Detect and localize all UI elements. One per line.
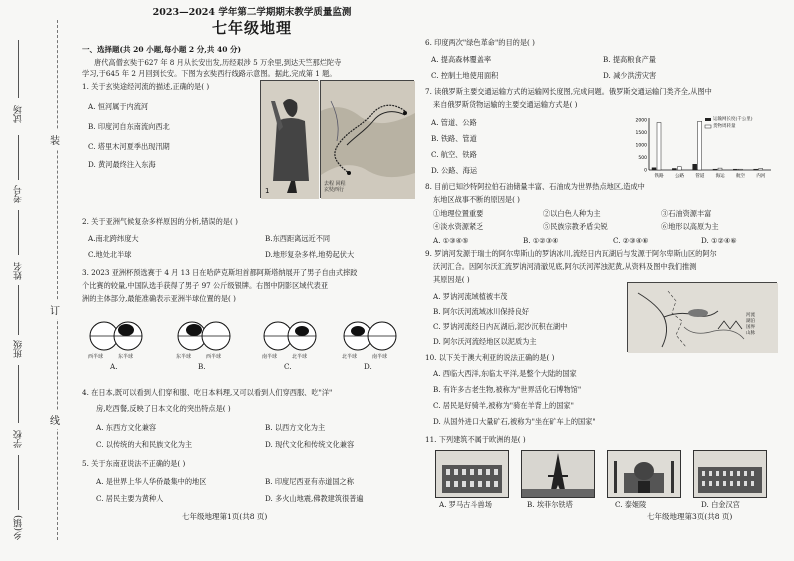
q1-option-d[interactable]: D. 黄河最终注入东海 [88,160,156,169]
chart-x-label: 管道 [695,174,705,179]
hemisphere-option-c[interactable] [264,322,316,350]
q3-stem-1: 3. 2023 亚洲杯预选赛于 4 月 13 日在哈萨克斯坦首都阿斯塔纳展开了男子自由式摔跤 [82,268,358,277]
subject-title: 七年级地理 [211,19,292,37]
section-heading: 一、选择题(共 20 小题,每小题 2 分,共 40 分) [82,45,242,54]
chart-bar-铁路-0 [652,168,656,170]
chart-x-label: 公路 [675,174,684,179]
q6-option-a[interactable]: A. 提高森林覆盖率 [431,55,492,64]
q2-option-a[interactable]: A.南北跨纬度大 [88,234,139,243]
rhone-river-map [627,282,777,352]
route-legend [324,181,346,193]
q7-option-a[interactable]: A. 管道、公路 [431,118,477,127]
q6-stem: 6. 印度两次"绿色革命"的目的是( ) [425,38,535,47]
q1-option-a[interactable]: A. 恒河属于内流河 [88,102,149,111]
svg-text:1: 1 [265,187,270,195]
q9-option-c[interactable]: C. 罗讷河流经日内瓦湖后,泥沙沉积在湖中 [433,322,568,331]
school-blank [18,365,19,423]
q8-item-6: ⑥地形以高原为主 [661,222,719,231]
q7-option-b[interactable]: B. 铁路、管道 [431,134,477,143]
chart-bar-内河-0 [754,169,758,170]
hemi-a-left-label: 西半球 [88,354,104,360]
seal-char-1: 装 [50,130,60,149]
hemi-d-option[interactable]: D. [364,362,372,371]
eiffel-photo[interactable] [521,450,595,498]
q9-option-d[interactable]: D. 阿尔沃河流经地区以泥质为主 [433,337,537,346]
chart-bar-海运-0 [713,169,717,170]
hemi-d-left-label: 北半球 [342,354,358,360]
q2-option-d[interactable]: D.地形复杂多样,地势起伏大 [265,250,355,259]
q4-option-a[interactable]: A. 东西方文化兼容 [96,423,157,432]
q4-option-d[interactable]: D. 现代文化和传统文化兼容 [265,440,355,449]
chart-x-label: 内河 [756,174,766,179]
rhone-map-graphic [628,283,778,353]
q7-stem-2: 来自俄罗斯货物运输的主要交通运输方式是( ) [433,100,578,109]
q4-option-c[interactable]: C. 以传统的大和民族文化为主 [96,440,193,449]
q8-option-a[interactable]: A. ①③④⑤ [433,236,469,245]
q11-stem: 11. 下列建筑不属于欧洲的是( ) [425,435,526,444]
q9-stem-1: 9. 罗讷河发源于瑞士的阿尔卑斯山的罗讷冰川,流经日内瓦湖后与发源于阿尔卑斯山区的阿尔 [425,249,717,258]
colosseum-photo[interactable] [435,450,509,498]
rhone-map-legend [746,313,755,337]
q4-stem-2: 房,吃西餐,反映了日本文化的突出特点是( ) [96,404,231,413]
q5-option-a[interactable]: A. 是世界上华人华侨最集中的地区 [96,477,207,486]
q9-option-a[interactable]: A. 罗讷河流域植被丰茂 [433,292,508,301]
q11-option-a[interactable]: A. 罗马古斗兽场 [439,500,492,509]
chart-x-label: 航空 [736,174,745,179]
chart-bar-管道-1 [698,121,702,170]
xuanzang-route-map [320,80,414,198]
q6-option-b[interactable]: B. 提高粮食产量 [603,55,656,64]
q10-option-a[interactable]: A. 西临大西洋,东临太平洋,是整个大陆的国家 [433,369,577,378]
page-footer-left: 七年级地理第1页(共8 页) [182,512,268,521]
q5-option-b[interactable]: B. 印度尼西亚有赤道国之称 [265,477,354,486]
seal-char-3: 线 [50,410,60,429]
q8-option-c[interactable]: C. ②③④⑥ [613,236,649,245]
q6-option-c[interactable]: C. 控制土地使用面积 [431,71,499,80]
chart-bar-航空-1 [738,169,742,170]
q9-stem-3: 其原因是( ) [433,275,470,284]
right-column [425,0,780,561]
chart-bar-管道-0 [693,164,697,170]
intro-line-2: 学习,于645 年 2 月回到长安。下图为玄奘西行线路示意图。据此,完成第 1 题。 [82,69,337,78]
exam-no-blank [18,135,19,180]
q5-stem: 5. 关于东南亚说法不正确的是( ) [82,459,186,468]
township-blank [18,455,19,510]
q4-option-b[interactable]: B. 以西方文化为主 [265,423,326,432]
q8-item-2: ②以白色人种为主 [543,209,601,218]
q8-option-b[interactable]: B. ①②③④ [523,236,559,245]
taj-mahal-photo[interactable] [607,450,681,498]
name-label: 姓名 [14,262,24,280]
route-legend-go: 去程 [324,181,335,187]
q8-item-5: ⑤民族宗教矛盾尖锐 [543,222,608,231]
q2-stem: 2. 关于亚洲气候复杂多样原因的分析,错误的是( ) [82,217,238,226]
q11-option-d[interactable]: D. 白金汉宫 [701,500,740,509]
q8-stem-1: 8. 目前已知沙特阿拉伯石油储量丰富、石油成为世界热点地区,造成中 [425,182,645,191]
chart-bar-内河-1 [759,169,763,171]
buckingham-photo[interactable] [693,450,767,498]
q5-option-d[interactable]: D. 多火山地震,佛教建筑很普遍 [265,494,364,503]
eiffel-tower-icon [522,451,594,497]
school-label: 学校 [14,430,24,448]
q10-option-b[interactable]: B. 有许多古老生物,被称为"世界活化石博物馆" [433,385,582,394]
legend-lake: 湖泊 [746,319,755,324]
hemi-c-left-label: 南半球 [262,354,278,360]
taj-mahal-icon [608,451,680,497]
chart-bar-海运-1 [718,168,722,170]
chart-legend-length: 运输网长度(千公里) [713,117,753,122]
q4-stem-1: 4. 在日本,既可以看到人们穿和服、吃日本料理,又可以看到人们穿西服、吃"洋" [82,388,333,397]
hemisphere-option-b[interactable] [178,322,230,350]
left-column [82,0,417,561]
name-blank [18,210,19,255]
q7-option-d[interactable]: D. 公路、海运 [431,166,478,175]
q1-stem: 1. 关于玄奘途经河流的描述,正确的是( ) [82,82,210,91]
q3-stem-2: 个比赛的较量,中国队选手获得了男子 97 公斤级银牌。右图中阴影区域代表亚 [82,281,329,290]
q1-option-b[interactable]: B. 印度河自东南流向西北 [88,122,170,131]
hemi-b-right-label: 西半球 [206,354,222,360]
legend-mountain: 山脉 [746,331,755,336]
seal-char-2: 订 [50,300,60,319]
xuanzang-figure-icon [261,81,319,199]
hemi-d-right-label: 南半球 [372,354,388,360]
hemisphere-option-a[interactable] [90,322,142,350]
hemi-b-left-label: 东半球 [176,354,192,360]
chart-legend-freight: 货物周转量 [713,124,736,129]
township-label: 乡(镇) [14,515,24,541]
q1-option-c[interactable]: C. 塔里木河夏季出现汛期 [88,142,170,151]
exam-no-label: 考号 [14,185,24,203]
q8-item-4: ④淡水资源紧乏 [433,222,484,231]
q7-stem-1: 7. 读俄罗斯主要交通运输方式的运输网长度图,完成问题。俄罗斯交通运输门类齐全,从图中 [425,87,712,96]
chart-x-label: 海运 [715,174,725,179]
intro-line-1: 唐代高僧玄奘于627 年 8 月从长安出发,历经艰涉 5 万余里,到达天竺那烂陀寺 [94,58,342,67]
class-blank [18,285,19,335]
class-label: 班级 [14,340,24,358]
q6-option-d[interactable]: D. 减少洪涝灾害 [603,71,657,80]
exam-room-label: 试场 [14,105,24,123]
q8-item-3: ③石油资源丰富 [661,209,712,218]
q10-stem: 10. 以下关于澳大利亚的说法正确的是( ) [425,353,555,362]
route-legend-title: 玄奘西行 [324,187,345,193]
q7-option-c[interactable]: C. 航空、铁路 [431,150,477,159]
hemi-c-option[interactable]: C. [284,362,292,371]
page-footer-right: 七年级地理第3页(共8 页) [647,512,733,521]
q8-option-d[interactable]: D. ①②④⑥ [701,236,737,245]
hemi-b-option[interactable]: B. [198,362,206,371]
q8-stem-2: 东地区战事不断的原因是( ) [433,195,520,204]
binding-dashed-line [57,20,58,540]
exam-title: 2023—2024 学年第二学期期末教学质量监测 [152,7,352,18]
chart-y-tick-label: 0 [644,168,647,174]
chart-bar-航空-0 [733,169,737,170]
hemisphere-option-d[interactable] [344,322,396,350]
q11-option-c[interactable]: C. 泰姬陵 [615,500,647,509]
legend-swatch-freight [705,125,711,128]
q2-option-c[interactable]: C.地处北半球 [88,250,132,259]
q10-option-d[interactable]: D. 从国外进口大量矿石,被称为"坐在矿车上的国家" [433,417,596,426]
chart-bar-公路-0 [672,169,676,171]
hemi-a-right-label: 东半球 [118,354,134,360]
q3-stem-3: 洲的主体部分,最能准确表示亚洲半球位置的是( ) [82,294,236,303]
chart-bar-铁路-1 [657,123,661,171]
q10-option-c[interactable]: C. 居民是好骑羊,被称为"骑在羊背上的国家" [433,401,574,410]
q9-option-b[interactable]: B. 阿尔沃河流域冰川保持良好 [433,307,530,316]
q5-option-c[interactable]: C. 居民主要为黄种人 [96,494,164,503]
chart-x-label: 铁路 [654,174,664,179]
buckingham-palace-icon [694,451,766,497]
chart-y-tick-label: 1500 [635,131,647,136]
chart-y-tick-label: 500 [638,156,647,161]
q9-stem-2: 沃河汇合。因阿尔沃汇流罗讷河清澈见底,阿尔沃河浑浊泥黄,从资料及图中我们推测 [433,262,697,271]
xuanzang-portrait [260,80,318,198]
legend-river: 河流 [746,313,755,318]
legend-border: 国界 [746,325,755,330]
legend-swatch-length [705,118,711,121]
chart-y-tick-label: 1000 [635,143,647,149]
hemi-c-right-label: 北半球 [292,354,308,360]
route-legend-return: 回程 [335,181,346,187]
chart-bar-公路-1 [677,167,681,170]
exam-room-blank [18,40,19,98]
colosseum-icon [436,451,508,497]
q11-option-b[interactable]: B. 埃菲尔铁塔 [527,500,573,509]
q8-item-1: ①地理位置重要 [433,209,484,218]
chart-y-tick-label: 2000 [635,118,647,124]
binding-margin [0,0,64,561]
hemi-a-option[interactable]: A. [110,362,118,371]
q2-option-b[interactable]: B.东西距离远近不同 [265,234,331,243]
